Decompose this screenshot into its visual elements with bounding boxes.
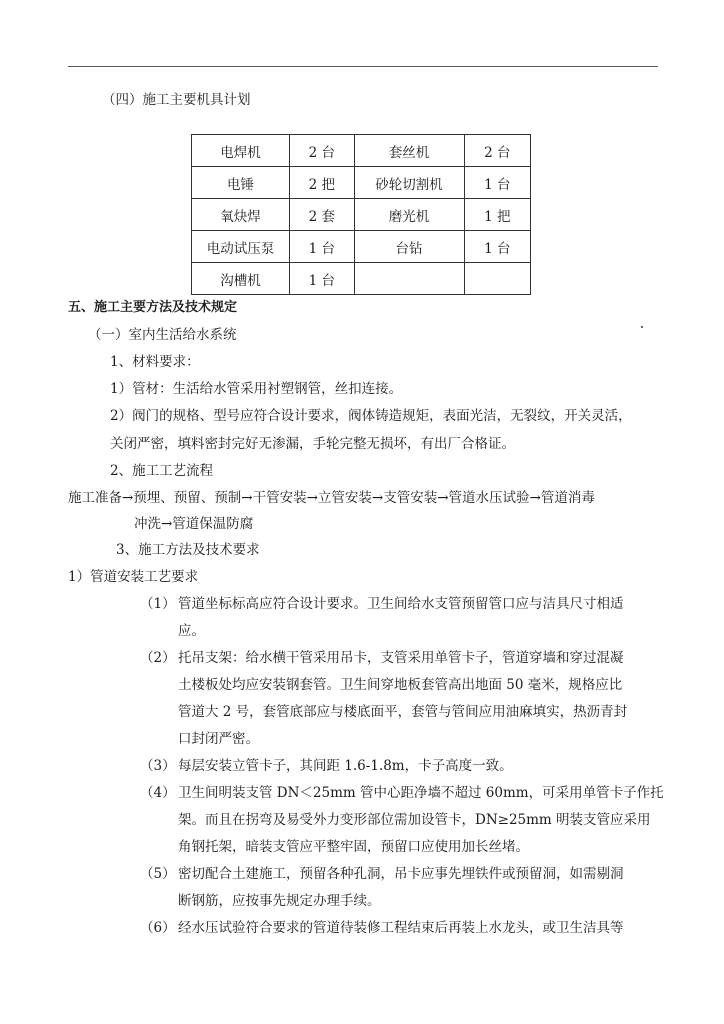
item-number: （1）: [140, 596, 176, 612]
item-number: （5）: [140, 866, 176, 882]
item-text: 角钢托架，暗装支管应平整牢固，预留口应使用加长丝堵。: [178, 839, 529, 855]
item-text: 经水压试验符合要求的管道待装修工程结束后再装上水龙头，或卫生洁具等: [178, 920, 624, 936]
equipment-qty: 2 台: [464, 135, 530, 167]
equipment-table: [191, 134, 531, 295]
process-heading: 2、施工工艺流程: [110, 463, 214, 479]
item-text: 口封闭严密。: [178, 731, 259, 747]
methods-heading: 3、施工方法及技术要求: [116, 542, 260, 558]
equipment-qty: 2 把: [290, 167, 354, 199]
equipment-qty: 1 把: [464, 199, 530, 231]
equipment-qty: 2 套: [290, 199, 354, 231]
equipment-name: 氧炔焊: [192, 199, 290, 231]
equipment-name: [354, 263, 464, 295]
item-text: 管道大 2 号，套管底部应与楼底面平，套管与管间应用油麻填实，热沥青封: [178, 704, 628, 720]
equipment-name: 电焊机: [192, 135, 290, 167]
equipment-qty: 1 台: [290, 263, 354, 295]
equipment-name: 台钻: [354, 231, 464, 263]
materials-item-2b: 关闭严密，填料密封完好无渗漏，手轮完整无损坏，有出厂合格证。: [110, 436, 515, 452]
stray-dot: [641, 326, 643, 328]
item-text: 断钢筋，应按事先规定办理手续。: [178, 893, 381, 909]
materials-heading: 1、材料要求：: [110, 354, 200, 370]
item-text: 卫生间明装支管 DN＜25mm 管中心距净墙不超过 60mm，可采用单管卡子作托: [178, 785, 664, 801]
equipment-qty: 2 台: [290, 135, 354, 167]
equipment-qty: 1 台: [464, 231, 530, 263]
equipment-qty: 1 台: [464, 167, 530, 199]
pipe-heading: 1）管道安装工艺要求: [68, 569, 199, 585]
equipment-qty: 1 台: [290, 231, 354, 263]
section4-heading: （四）施工主要机具计划: [102, 92, 251, 108]
equipment-name: 电锤: [192, 167, 290, 199]
materials-item-1: 1）管材：生活给水管采用衬塑钢管，丝扣连接。: [110, 381, 403, 397]
sub1-heading: （一）室内生活给水系统: [88, 327, 237, 343]
equipment-name: 磨光机: [354, 199, 464, 231]
equipment-name: 电动试压泵: [192, 231, 290, 263]
item-number: （3）: [140, 758, 176, 774]
item-number: （6）: [140, 920, 176, 936]
equipment-name: 套丝机: [354, 135, 464, 167]
table-row: [192, 231, 531, 263]
header-rule: [68, 66, 658, 67]
item-number: （2）: [140, 650, 176, 666]
item-text: 管道坐标标高应符合设计要求。卫生间给水支管预留管口应与洁具尺寸相适: [178, 596, 624, 612]
item-number: （4）: [140, 785, 176, 801]
table-row: [192, 199, 531, 231]
equipment-name: 砂轮切割机: [354, 167, 464, 199]
table-row: [192, 167, 531, 199]
table-row: [192, 263, 531, 295]
item-text: 架。而且在拐弯及易受外力变形部位需加设管卡，DN≥25mm 明装支管应采用: [178, 812, 651, 828]
item-text: 密切配合土建施工，预留各种孔洞，吊卡应事先埋铁件或预留洞，如需剔洞: [178, 866, 624, 882]
table-row: [192, 135, 531, 167]
item-text: 土楼板处均应安装钢套管。卫生间穿地板套管高出地面 50 毫米，规格应比: [178, 677, 623, 693]
item-text: 每层安装立管卡子，其间距 1.6-1.8m，卡子高度一致。: [178, 758, 513, 774]
equipment-name: 沟槽机: [192, 263, 290, 295]
item-text: 托吊支架：给水横干管采用吊卡，支管采用单管卡子，管道穿墙和穿过混凝: [178, 650, 624, 666]
process-flow-line2: 冲洗→管道保温防腐: [134, 516, 254, 532]
equipment-qty: [464, 263, 530, 295]
item-text: 应。: [178, 623, 205, 639]
process-flow-line1: 施工准备→预埋、预留、预制→干管安装→立管安装→支管安装→管道水压试验→管道消毒: [68, 490, 595, 506]
materials-item-2a: 2）阀门的规格、型号应符合设计要求，阀体铸造规矩，表面光洁，无裂纹，开关灵活，: [110, 408, 632, 424]
section5-heading: 五、施工主要方法及技术规定: [68, 300, 238, 315]
